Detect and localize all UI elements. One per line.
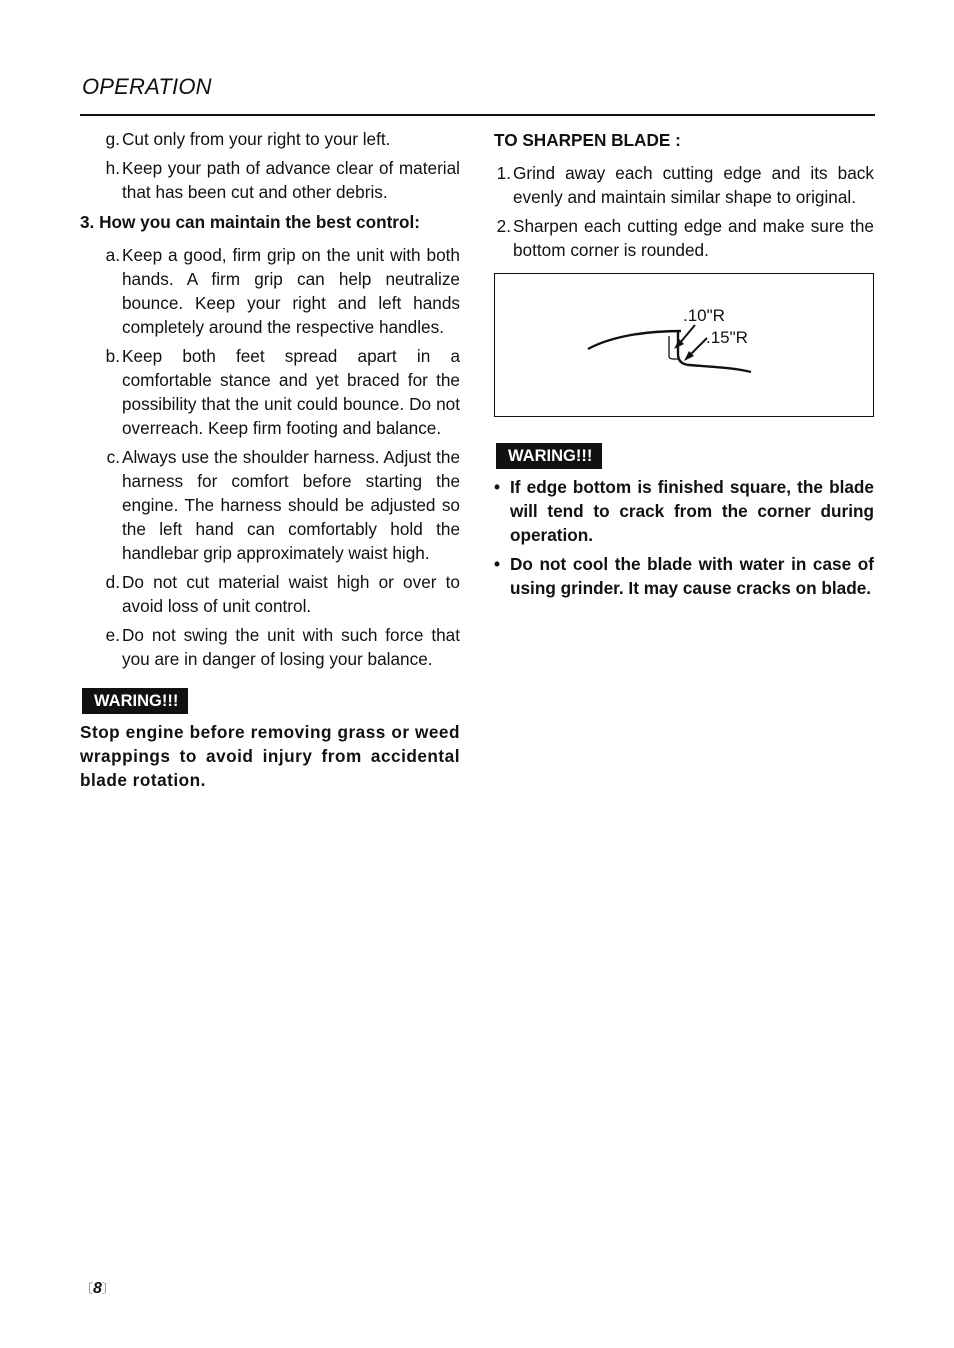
left-column xyxy=(80,127,460,792)
list-item xyxy=(494,214,874,262)
item-marker: e. xyxy=(105,625,120,645)
item-text: Cut only from your right to your left. xyxy=(122,129,391,149)
header-rule xyxy=(80,114,875,116)
page-number-value: 8 xyxy=(93,1280,102,1297)
list-item xyxy=(80,156,460,204)
page-bracket-left: 〔 xyxy=(80,1281,94,1296)
bullet-text: Do not cool the blade with water in case of using grinder. It may cause cracks on blade. xyxy=(510,554,874,598)
item-text: Grind away each cutting edge and its back evenly and maintain similar shape to original. xyxy=(513,163,874,207)
item-marker: h. xyxy=(105,158,120,178)
page-number xyxy=(80,1278,115,1298)
item-text: Do not cut material waist high or over to avoid loss of unit control. xyxy=(122,572,460,616)
page-bracket-right: 〕 xyxy=(101,1281,115,1296)
section-heading: 3. How you can maintain the best control: xyxy=(80,212,420,232)
item-marker: a. xyxy=(105,245,120,265)
bullet-marker: • xyxy=(494,554,501,574)
item-text: Sharpen each cutting edge and make sure the bottom corner is rounded. xyxy=(513,216,874,260)
list-item xyxy=(80,344,460,440)
list-item xyxy=(80,445,460,565)
item-text: Keep a good, firm grip on the unit with both hands. A firm grip can help neutralize bounce. Keep your right and left hands completely around the respective handles. xyxy=(122,245,460,337)
item-marker: c. xyxy=(106,447,120,467)
warning-badge: WARING!!! xyxy=(496,443,602,469)
radius-label-bottom: .15"R xyxy=(706,328,748,347)
warning-bullet xyxy=(494,475,874,547)
page-header-title: OPERATION xyxy=(82,74,212,99)
list-item xyxy=(80,243,460,339)
item-text: Do not swing the unit with such force that you are in danger of losing your balance. xyxy=(122,625,460,669)
radius-label-top: .10"R xyxy=(683,306,725,325)
list-item xyxy=(80,127,460,151)
warning-bullet xyxy=(494,552,874,600)
list-item xyxy=(80,570,460,618)
blade-edge-diagram xyxy=(494,273,874,417)
item-marker: g. xyxy=(105,129,120,149)
item-marker: b. xyxy=(105,346,120,366)
warning-badge: WARING!!! xyxy=(82,688,188,714)
item-marker: d. xyxy=(105,572,120,592)
sharpen-heading: TO SHARPEN BLADE : xyxy=(494,130,681,150)
right-column xyxy=(494,127,874,605)
blade-profile-drawing xyxy=(495,274,875,418)
warning-text: Stop engine before removing grass or weed wrappings to avoid injury from accidental blade rotation. xyxy=(80,722,460,790)
item-text: Always use the shoulder harness. Adjust the harness for comfort before starting the engine. The harness should be adjusted so the left hand can comfortably hold the handlebar grip approximately waist high. xyxy=(122,447,460,563)
list-item xyxy=(494,161,874,209)
item-text: Keep both feet spread apart in a comfortable stance and yet braced for the possibility that the unit could bounce. Do not overreach. Keep firm footing and balance. xyxy=(122,346,460,438)
list-item xyxy=(80,623,460,671)
bullet-text: If edge bottom is finished square, the blade will tend to crack from the corner during operation. xyxy=(510,477,874,545)
item-marker: 1. xyxy=(496,163,511,183)
item-text: Keep your path of advance clear of material that has been cut and other debris. xyxy=(122,158,460,202)
bullet-marker: • xyxy=(494,477,501,497)
item-marker: 2. xyxy=(496,216,511,236)
